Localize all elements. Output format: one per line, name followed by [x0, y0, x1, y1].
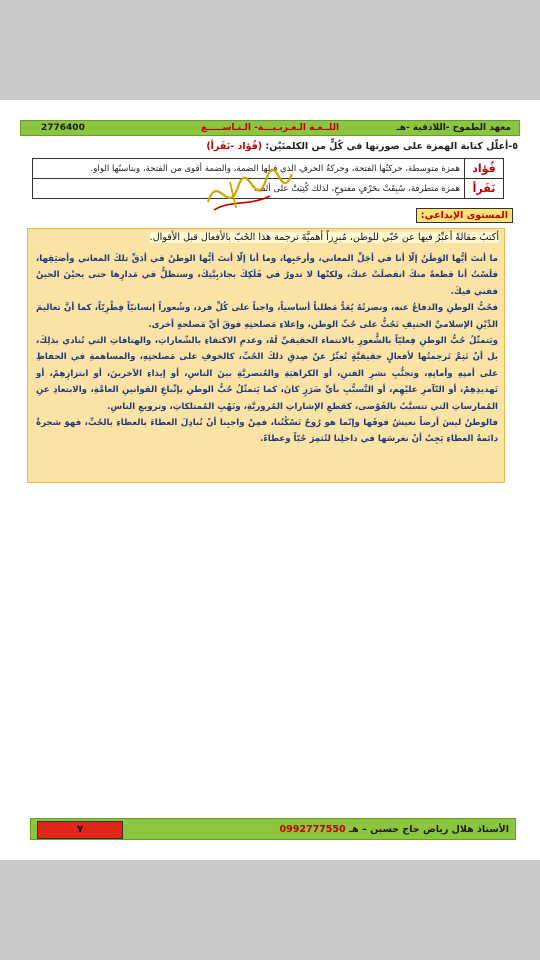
question-heading	[206, 141, 518, 152]
essay-paragraph: فالوطنُ ليسَ أرضاً نعيشُ فوقَها وإنّما هو رُوحٌ تَسْكُنُنا، فمِنْ واجبِنا أنْ نُبادِلَ العطاءَ بالعطاءِ بالحُبِّ، فهوَ شجرةٌ دائمةُ العطاءِ يَجِبُ أنْ نغرسَها في داخلِنا لتُثمِرَ حُبّاً وعطاءً.	[36, 418, 498, 445]
footer-band	[30, 818, 516, 840]
page-number: ٧	[37, 821, 123, 839]
institute-phone: 2776400	[41, 123, 85, 133]
question-text: ٥-أعلّل كتابة الهمزة على صورتها في كُلٍّ من الكلمتَيْن:	[265, 141, 518, 152]
subject-title: اللــغـة الـعـربـيـــة- الـتـاســـــع	[200, 123, 340, 133]
institute-name: معهد الطموح -اللاذقية -هـ	[396, 123, 511, 133]
header-band	[20, 120, 520, 136]
question-words: (فُؤاد -نَفَرأ)	[206, 141, 263, 152]
essay-paragraph: فحُبُّ الوطنِ والدفاعُ عنه، ونصرتُهُ يُعَدُّ مَطلباً أساسياً، واجباً على كُلِّ فرد، وشُعوراً إنسانيّاً فِطْرِيّاً، كما أنَّ تعاليمَ الدِّيْنِ الإسلاميِّ الحنيفِ تَحُثُّ على حُبِّ الوطن، وإعلاءِ مَصلحتِهِ فوقَ أيِّ مَصلحةٍ أخرى.	[36, 303, 498, 330]
word-cell: فُؤاد	[465, 159, 504, 179]
essay-box	[27, 228, 505, 483]
essay-paragraph: ويَتمثّلُ حُبُّ الوطنِ فِعليّاً بالشُّعورِ بالانتماء الحقيقيِّ لَهُ، وعدمِ الاكتفاءِ بالشّعاراتِ، والهتافاتِ التي تُنادي بذلِكَ، بل أنْ تَتِمَّ تَرجمتُها لأفعالٍ حقيقيَّةٍ تُعبِّرُ عنْ صِدقِ ذلكَ الحُبِّ، كالخوفِ على مَصلحتِهِ، والمساهمةِ في الحفاظِ على أمنِهِ وأمانِهِ، وتجنُّبِ نشرِ الفتنِ، أو الكراهيَةِ والعُنصريَّةِ بينَ الناسِ، أو إيذاءِ الآخرينَ، أو ابتزازِهِمْ، أو تَهديدِهِمْ، أو التّآمرِ عليْهِم، أو التَّسبُّبِ بأيِّ ضَرَرٍ كانَ، كما يَتمثّلُ حُبُّ الوطنِ بإتِّباعِ القوانينِ العامَّةِ، والابتعادِ عنِ المُمارساتِ التي تتسبَّبُ بالفَوْضى، كقطعِ الإشاراتِ المُروريَّةِ، ونَهْبِ المُمتلكاتِ، وترويعِ الناسِ.	[36, 336, 498, 412]
teacher-name: الأستاذ هلال رياض حاج حسين – هـ	[348, 824, 509, 835]
explanation-cell: همزة متوسطة، حركتُها الفتحة، وحركةُ الحرفِ الذي قبلها الضمة، والضمة أقوى من الفتحة، وبناسبُها الواو.	[33, 159, 465, 179]
teacher-info	[280, 819, 509, 840]
essay-body	[36, 251, 498, 448]
teacher-phone: 0992777550	[279, 824, 346, 835]
explanation-cell: همزة متطرفة، سُبِقَتْ بحَرْفٍ مفتوحٍ، لذلك كُتِبَتْ على ألف.	[33, 179, 465, 199]
handwritten-signature	[200, 162, 300, 222]
word-cell: نَفَرأ	[465, 179, 504, 199]
essay-paragraph: ما أنتَ أيُّها الوَطَنُ إلّا أنا في أجَلِّ المعاني، وأرحَبِها، وما أنا إلّا أنتَ أيُّها الوطنُ في أدَقِّ تلكَ المعاني وأضيَقِها، فلَسْتُ أنا قطعةً منكَ انفصلَتْ عنكَ، ولكنّها لا تدورُ في فَلَكِكَ بجاذبِيَّتِكَ، وستظلُّ في مَدارِها حتى يحيْنَ الحينُ ففني فيكَ.	[36, 254, 498, 297]
essay-prompt: أكتبُ مقالةً أعبِّرُ فيها عن حُبّي للوطن، مُبرِزاً أهميَّةَ ترجمة هذا الحُبّ بالأفعال قبل الأقوال.	[149, 232, 499, 243]
creative-level-label: المستوى الإبداعي:	[416, 208, 513, 223]
document-page	[0, 100, 540, 860]
